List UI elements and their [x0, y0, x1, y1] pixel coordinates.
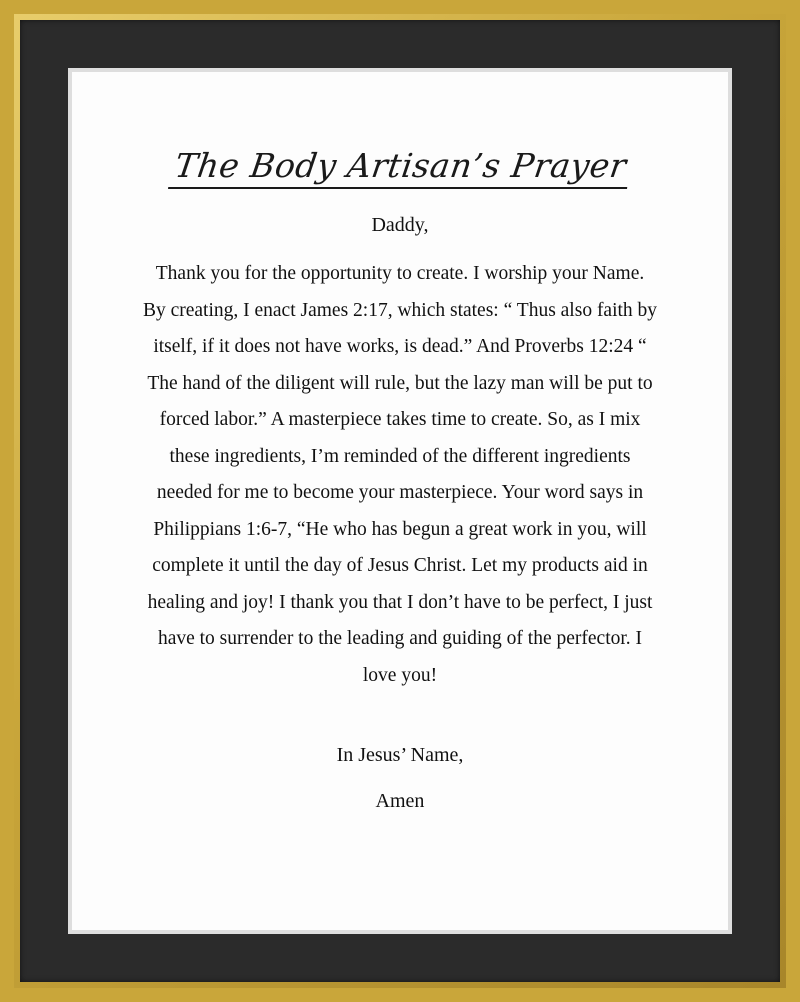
prayer-closing: In Jesus’ Name,	[336, 744, 464, 766]
prayer-title: The Body Artisan’s Prayer	[167, 146, 632, 189]
prayer-title-wrapper	[72, 146, 728, 189]
prayer-body: Thank you for the opportunity to create. I worship your Name. By creating, I enact James 2:17, which states: “ Thus also faith by itself, if it does not have works, is dead.” And Proverbs 12:24 “ The hand of the diligent will rule, but the lazy man will be put to forced labor.” A masterpiece takes time to create. So, as I mix these ingredients, I’m reminded of the different ingredients needed for me to become your masterpiece. Your word says in Philippians 1:6-7, “He who has begun a great work in you, will complete it until the day of Jesus Christ. Let my products aid in healing and joy! I thank you that I don’t have to be perfect, I just have to surrender to the leading and guiding of the perfector. I love you!	[142, 263, 658, 686]
prayer-signoff: Amen	[375, 790, 425, 812]
prayer-salutation: Daddy,	[371, 214, 429, 236]
paper-mount	[68, 68, 732, 934]
prayer-document	[72, 72, 728, 930]
black-mat	[20, 20, 780, 982]
